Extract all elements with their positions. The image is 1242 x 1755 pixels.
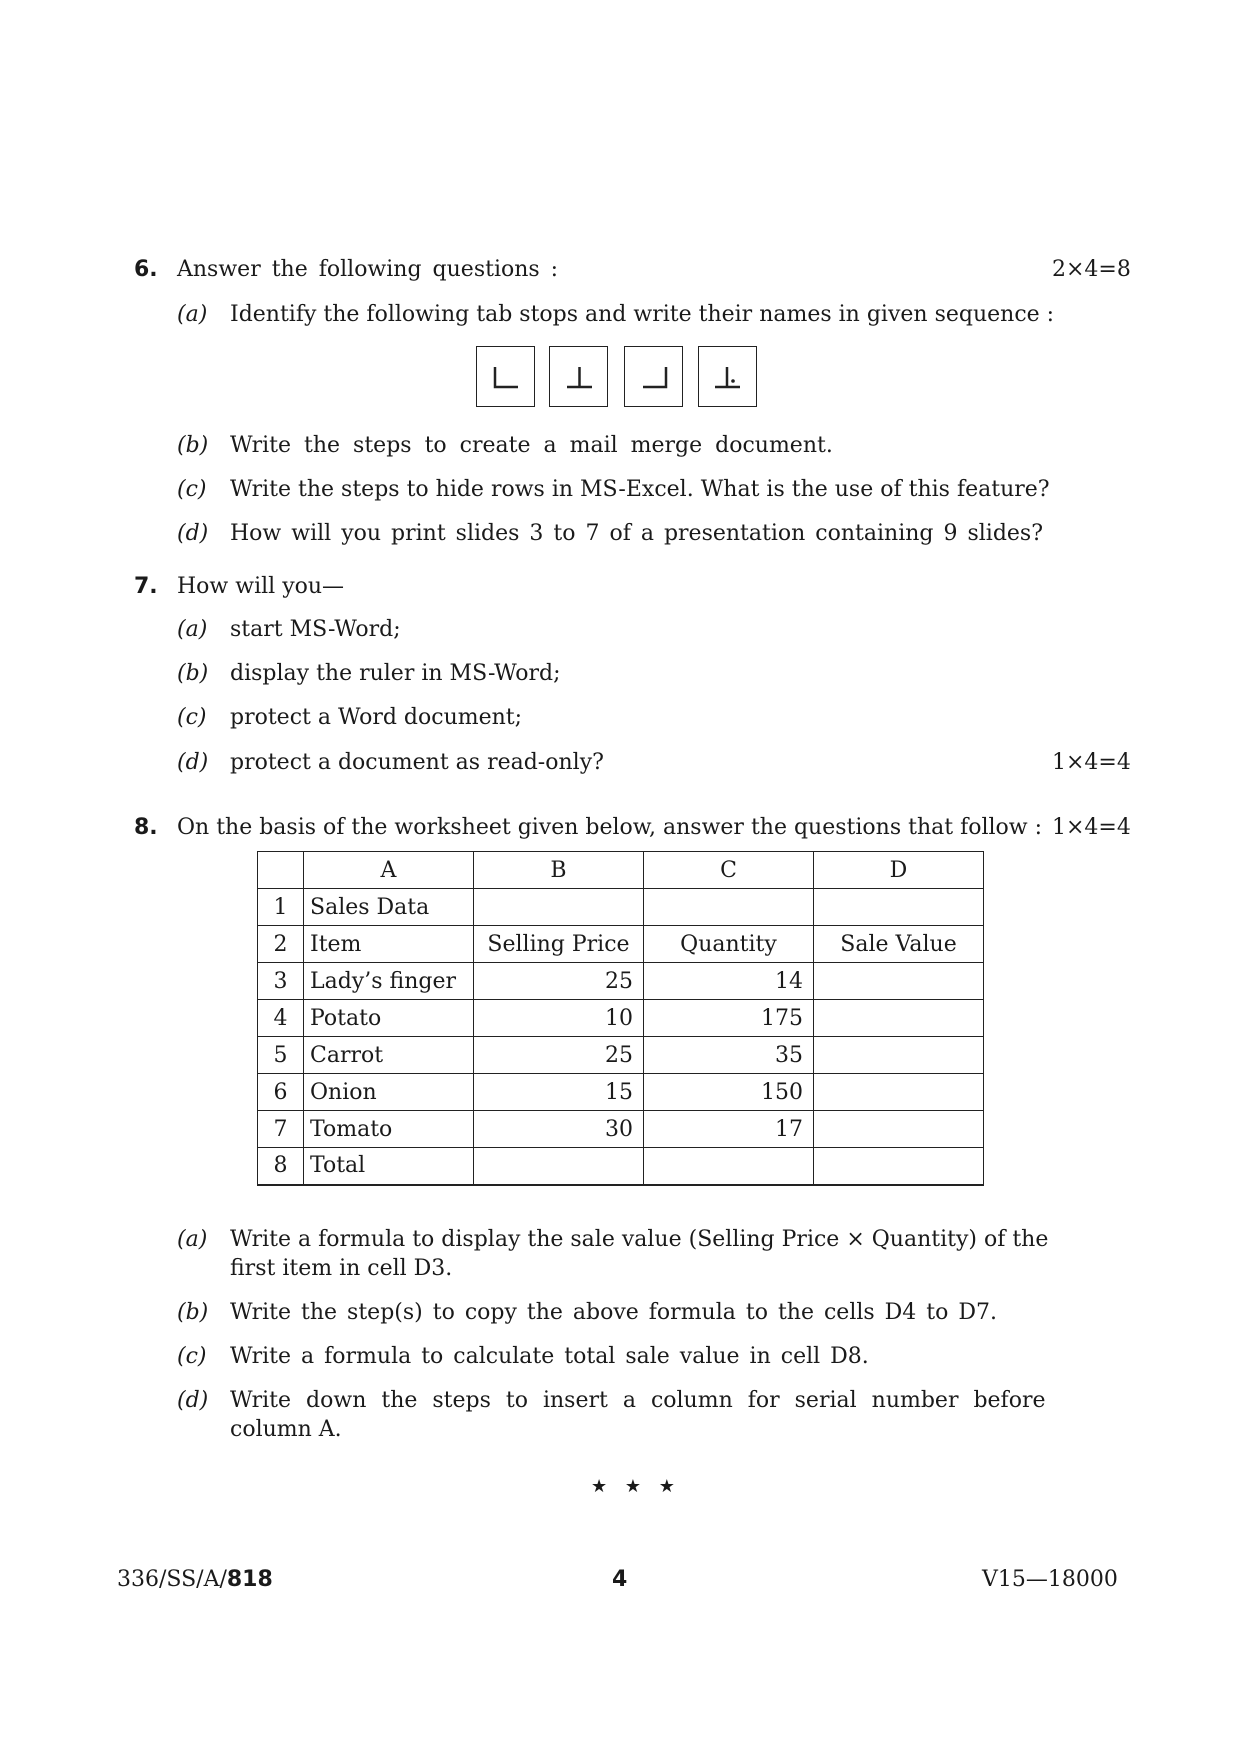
cell-c: 175 <box>644 1000 814 1037</box>
q8d-line2: column A. <box>230 1417 342 1442</box>
cell-b <box>474 1148 644 1185</box>
row-number: 4 <box>258 1000 304 1037</box>
q6c-text: Write the steps to hide rows in MS-Excel. What is the use of this feature? <box>230 477 1050 502</box>
cell-a: Tomato <box>304 1111 474 1148</box>
cell-d <box>814 889 984 926</box>
q7b-text: display the ruler in MS-Word; <box>230 661 561 686</box>
paper-code <box>117 1567 273 1592</box>
q7c-label: (c) <box>177 705 207 730</box>
row-number: 3 <box>258 963 304 1000</box>
cell-a: Lady’s finger <box>304 963 474 1000</box>
q8a-line2: first item in cell D3. <box>230 1256 453 1281</box>
row-number: 8 <box>258 1148 304 1185</box>
cell-d <box>814 1074 984 1111</box>
cell-c: 35 <box>644 1037 814 1074</box>
q6a-text: Identify the following tab stops and write their names in given sequence : <box>230 302 1055 327</box>
q8-marks: 1×4=4 <box>1052 815 1131 840</box>
q7a-text: start MS-Word; <box>230 617 401 642</box>
q7-number: 7. <box>134 574 158 599</box>
q6c-label: (c) <box>177 477 207 502</box>
table-row <box>258 1000 984 1037</box>
corner-cell <box>258 852 304 889</box>
paper-code-prefix: 336/SS/A/ <box>117 1567 227 1592</box>
q7d-text: protect a document as read-only? <box>230 750 604 775</box>
q8c-label: (c) <box>177 1344 207 1369</box>
q8-number: 8. <box>134 815 158 840</box>
q8a-label: (a) <box>177 1227 208 1252</box>
cell-b: 25 <box>474 963 644 1000</box>
q7c-text: protect a Word document; <box>230 705 523 730</box>
cell-a: Sales Data <box>304 889 474 926</box>
table-row <box>258 1037 984 1074</box>
q8b-label: (b) <box>177 1300 209 1325</box>
q8a-line1: Write a formula to display the sale value (Selling Price × Quantity) of the <box>230 1227 1049 1252</box>
cell-d: Sale Value <box>814 926 984 963</box>
row-number: 2 <box>258 926 304 963</box>
paper-code-number: 818 <box>226 1567 273 1592</box>
q6-marks: 2×4=8 <box>1052 257 1131 282</box>
cell-c <box>644 1148 814 1185</box>
table-row <box>258 1111 984 1148</box>
cell-c <box>644 889 814 926</box>
q6b-text: Write the steps to create a mail merge document. <box>230 433 833 458</box>
cell-c: 150 <box>644 1074 814 1111</box>
q8d-label: (d) <box>177 1388 209 1413</box>
q8c-line1: Write a formula to calculate total sale value in cell D8. <box>230 1344 869 1369</box>
row-number: 5 <box>258 1037 304 1074</box>
cell-c: Quantity <box>644 926 814 963</box>
q6-number: 6. <box>134 257 158 282</box>
center-tab-icon <box>549 346 608 407</box>
worksheet-table <box>257 851 984 1186</box>
right-tab-icon <box>624 346 683 407</box>
q6b-label: (b) <box>177 433 209 458</box>
cell-b: 10 <box>474 1000 644 1037</box>
cell-d <box>814 1037 984 1074</box>
table-row <box>258 926 984 963</box>
cell-a: Onion <box>304 1074 474 1111</box>
end-of-paper-stars: ★ ★ ★ <box>591 1476 681 1497</box>
cell-d <box>814 1111 984 1148</box>
q6-text: Answer the following questions : <box>177 257 559 282</box>
q6d-label: (d) <box>177 521 209 546</box>
cell-d <box>814 1000 984 1037</box>
cell-a: Total <box>304 1148 474 1185</box>
table-row <box>258 1148 984 1185</box>
q8-text: On the basis of the worksheet given below, answer the questions that follow : <box>177 815 1043 840</box>
cell-b: 25 <box>474 1037 644 1074</box>
q8b-line1: Write the step(s) to copy the above formula to the cells D4 to D7. <box>230 1300 998 1325</box>
cell-b: 30 <box>474 1111 644 1148</box>
decimal-tab-icon <box>698 346 757 407</box>
left-tab-icon <box>476 346 535 407</box>
cell-c: 17 <box>644 1111 814 1148</box>
column-header-b: B <box>474 852 644 889</box>
q7-text: How will you— <box>177 574 345 599</box>
q7d-label: (d) <box>177 750 209 775</box>
version-code: V15—18000 <box>982 1567 1118 1592</box>
cell-b: Selling Price <box>474 926 644 963</box>
table-header-row <box>258 852 984 889</box>
cell-a: Potato <box>304 1000 474 1037</box>
column-header-a: A <box>304 852 474 889</box>
table-row <box>258 889 984 926</box>
cell-c: 14 <box>644 963 814 1000</box>
table-row <box>258 963 984 1000</box>
cell-a: Carrot <box>304 1037 474 1074</box>
q6d-text: How will you print slides 3 to 7 of a presentation containing 9 slides? <box>230 521 1044 546</box>
cell-d <box>814 963 984 1000</box>
column-header-c: C <box>644 852 814 889</box>
cell-b: 15 <box>474 1074 644 1111</box>
table-row <box>258 1074 984 1111</box>
row-number: 1 <box>258 889 304 926</box>
row-number: 6 <box>258 1074 304 1111</box>
column-header-d: D <box>814 852 984 889</box>
cell-d <box>814 1148 984 1185</box>
q7-marks: 1×4=4 <box>1052 750 1131 775</box>
q8d-line1: Write down the steps to insert a column for serial number before <box>230 1388 1046 1413</box>
page-number: 4 <box>612 1567 628 1592</box>
q7a-label: (a) <box>177 617 208 642</box>
row-number: 7 <box>258 1111 304 1148</box>
cell-b <box>474 889 644 926</box>
q7b-label: (b) <box>177 661 209 686</box>
q6a-label: (a) <box>177 302 208 327</box>
cell-a: Item <box>304 926 474 963</box>
